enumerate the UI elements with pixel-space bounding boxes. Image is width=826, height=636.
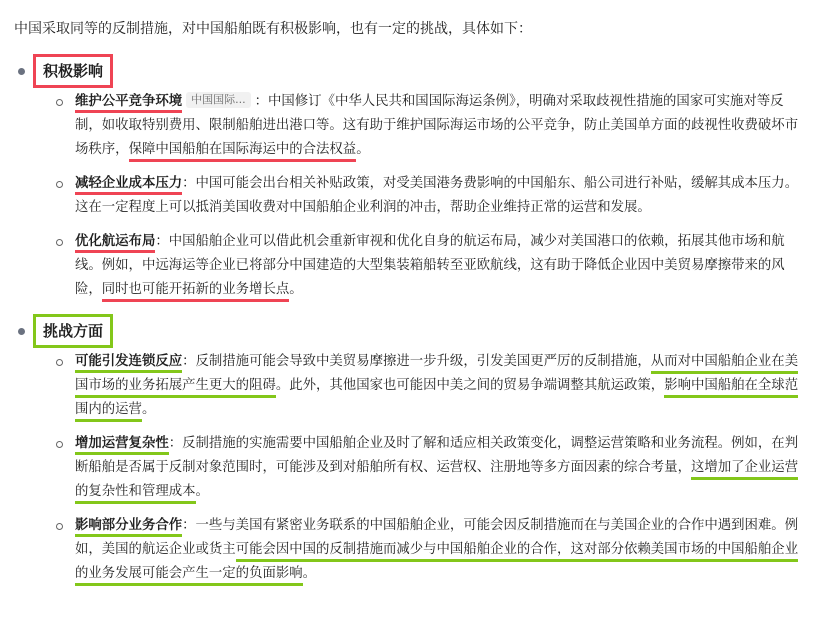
- item-title: 减轻企业成本压力: [75, 176, 182, 195]
- bullet-dot-icon: [18, 328, 25, 335]
- intro-text: 中国采取同等的反制措施，对中国船舶既有积极影响，也有一定的挑战，具体如下：: [14, 21, 532, 37]
- list-item: [52, 172, 812, 220]
- item-title: 影响部分业务合作: [75, 518, 182, 537]
- list-item: [52, 90, 812, 162]
- section-heading-row: [14, 52, 812, 90]
- item-text: 。: [289, 282, 303, 297]
- item-highlight: 影响中国船舶在全球范围内的运营: [75, 378, 798, 422]
- item-text: ：中国可能会出台相关补贴政策，对受美国港务费影响的中国船东、船公司进行补贴，缓解其成本压力。这在一定程度上可以抵消美国收费对中国船舶企业利润的冲击，帮助企业维持正常的运营和发展。: [75, 176, 799, 215]
- item-text: ：反制措施可能会导致中美贸易摩擦进一步升级，引发美国更严厉的反制措施，: [182, 354, 651, 369]
- bullet-dot-icon: [18, 68, 25, 75]
- list-item: [52, 432, 812, 504]
- item-text: ：中国修订《中华人民共和国国际海运条例》，明确对采取歧视性措施的国家可实施对等反制，如收取特别费用、限制船舶进出港口等。这有助于维护国际海运市场的公平竞争，防止美国单方面的歧视性收费破坏市场秩序，: [75, 94, 799, 157]
- item-text: ：一些与美国有紧密业务联系的中国船舶企业，可能会因反制措施而在与美国企业的合作中遇到困难。例如，美国的航运企业或货主: [75, 518, 799, 557]
- list-item: [52, 350, 812, 422]
- source-link[interactable]: 中国国际...: [186, 92, 251, 108]
- section-heading: 挑战方面: [33, 314, 113, 348]
- item-title: 增加运营复杂性: [75, 436, 169, 455]
- item-text: 。此外，其他国家也可能因中美之间的贸易争端调整其航运政策，: [275, 378, 665, 393]
- item-text: 。: [141, 402, 156, 417]
- item-title: 可能引发连锁反应: [75, 354, 182, 373]
- list-item: [52, 230, 812, 302]
- section-positive: [14, 52, 812, 302]
- section-heading-row: [14, 312, 812, 350]
- item-title: 优化航运布局: [75, 234, 155, 253]
- item-text: 。: [302, 566, 317, 581]
- section-challenges: [14, 312, 812, 586]
- item-text: 。: [195, 484, 209, 499]
- item-title: 维护公平竞争环境: [75, 94, 182, 113]
- item-text: ：反制措施的实施需要中国船舶企业及时了解和适应相关政策变化，调整运营策略和业务流程。例如，在判断船舶是否属于反制对象范围时，可能涉及到对船舶所有权、运营权、注册地等多方面因素的综合考量，: [75, 436, 799, 475]
- item-text: 。: [356, 142, 370, 157]
- item-text: ：中国船舶企业可以借此机会重新审视和优化自身的航运布局，减少对美国港口的依赖，拓展其他市场和航线。例如，中远海运等企业已将部分中国建造的大型集装箱船转至亚欧航线，这有助于降低企业因中美贸易摩擦带来的风险，: [75, 234, 785, 297]
- item-highlight: 这增加了企业运营的复杂性和管理成本: [75, 460, 798, 504]
- list-item: [52, 514, 812, 586]
- item-list: [14, 350, 812, 586]
- item-highlight: 同时也可能开拓新的业务增长点: [102, 282, 289, 302]
- section-heading: 积极影响: [33, 54, 113, 88]
- item-highlight: 保障中国船舶在国际海运中的合法权益: [129, 142, 357, 162]
- item-list: [14, 90, 812, 302]
- item-highlight: 可能会因中国的反制措施而减少与中国船舶企业的合作，这对部分依赖美国市场的中国船舶企业的业务发展可能会产生一定的负面影响: [75, 542, 798, 586]
- item-highlight: 从而对中国船舶企业在美国市场的业务拓展产生更大的阻碍: [75, 354, 798, 398]
